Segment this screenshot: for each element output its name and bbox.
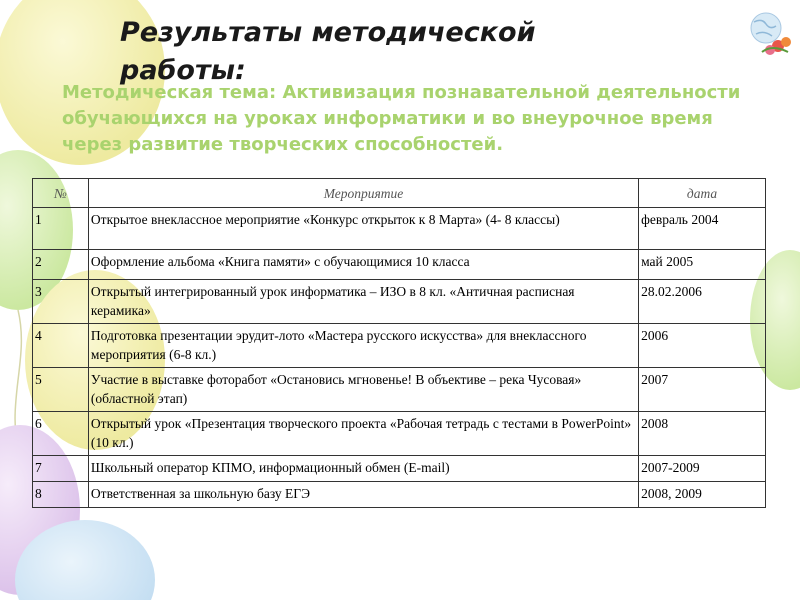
row-event: Ответственная за школьную базу ЕГЭ xyxy=(88,482,638,508)
row-date: 2007 xyxy=(639,368,766,412)
row-number: 4 xyxy=(33,324,89,368)
row-event: Участие в выставке фоторабот «Остановись мгновенье! В объективе – река Чусовая» (областной этап) xyxy=(88,368,638,412)
row-number: 1 xyxy=(33,208,89,250)
row-event: Открытый урок «Презентация творческого проекта «Рабочая тетрадь с тестами в PowerPoint» (10 кл.) xyxy=(88,412,638,456)
row-date: февраль 2004 xyxy=(639,208,766,250)
table-header-row xyxy=(33,179,766,208)
row-date: 2008, 2009 xyxy=(639,482,766,508)
row-date: 28.02.2006 xyxy=(639,280,766,324)
row-event: Открытый интегрированный урок информатика – ИЗО в 8 кл. «Античная расписная керамика» xyxy=(88,280,638,324)
header-event: Мероприятие xyxy=(88,179,638,208)
table-row xyxy=(33,456,766,482)
row-number: 2 xyxy=(33,250,89,280)
row-number: 8 xyxy=(33,482,89,508)
table-row xyxy=(33,482,766,508)
row-number: 7 xyxy=(33,456,89,482)
row-event: Школьный оператор КПМО, информационный обмен (E-mail) xyxy=(88,456,638,482)
row-date: 2006 xyxy=(639,324,766,368)
header-number: № xyxy=(33,179,89,208)
globe-flowers-icon xyxy=(742,8,794,58)
table-row xyxy=(33,208,766,250)
row-event: Открытое внеклассное мероприятие «Конкурс открыток к 8 Марта» (4- 8 классы) xyxy=(88,208,638,250)
row-event: Подготовка презентации эрудит-лото «Мастера русского искусства» для внеклассного мероприятия (6-8 кл.) xyxy=(88,324,638,368)
events-table xyxy=(32,178,766,508)
row-date: 2008 xyxy=(639,412,766,456)
row-event: Оформление альбома «Книга памяти» с обучающимися 10 класса xyxy=(88,250,638,280)
row-number: 3 xyxy=(33,280,89,324)
table-row xyxy=(33,250,766,280)
header-date: дата xyxy=(639,179,766,208)
table-row xyxy=(33,324,766,368)
page-title: Результаты методической работы: xyxy=(120,17,536,86)
row-number: 6 xyxy=(33,412,89,456)
row-date: май 2005 xyxy=(639,250,766,280)
table-row xyxy=(33,368,766,412)
table-row xyxy=(33,412,766,456)
row-date: 2007-2009 xyxy=(639,456,766,482)
methodical-theme: Методическая тема: Активизация познавательной деятельности обучающихся на уроках информатики и во внеурочное время через развитие творческих способностей. xyxy=(62,82,741,155)
table-row xyxy=(33,280,766,324)
row-number: 5 xyxy=(33,368,89,412)
